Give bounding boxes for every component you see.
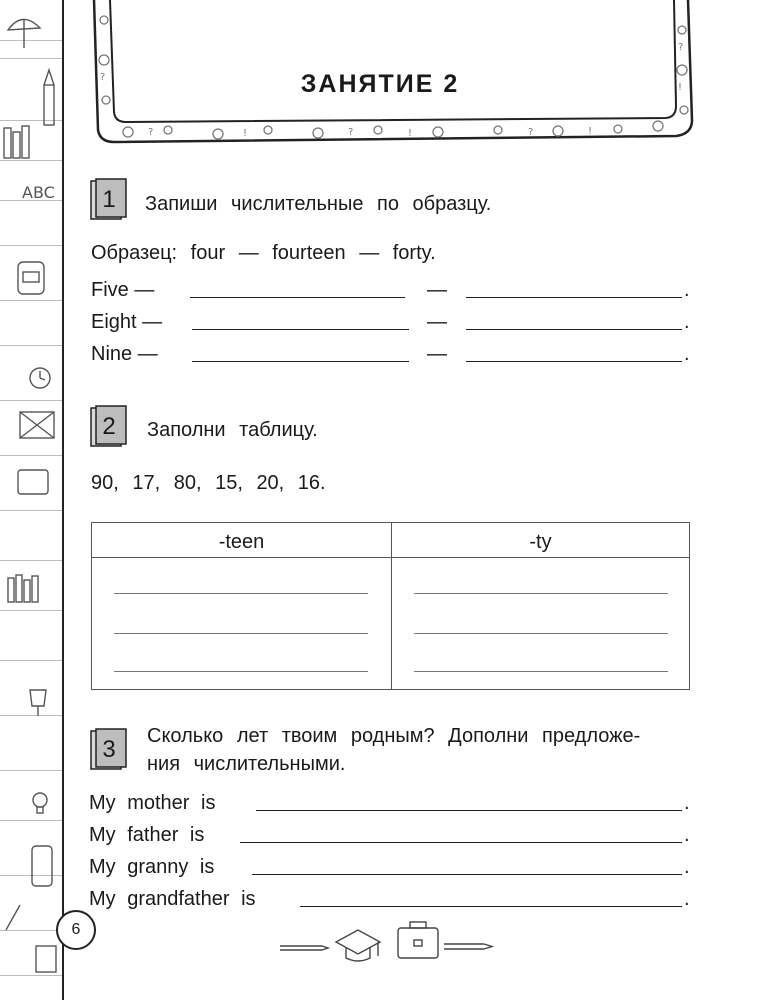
table-answer-line[interactable] — [114, 593, 368, 594]
task-number: 2 — [102, 413, 116, 440]
answer-blank[interactable] — [240, 842, 682, 843]
answer-blank[interactable] — [466, 361, 682, 362]
task3-row-label: My mother is — [89, 792, 216, 814]
task3-row-label: My granny is — [89, 856, 215, 878]
task-number-badge — [90, 405, 128, 447]
row-end: . — [684, 343, 690, 365]
answer-blank[interactable] — [192, 361, 409, 362]
task1-instruction: Запиши числительные по образцу. — [145, 193, 492, 215]
table-answer-line[interactable] — [414, 633, 668, 634]
task-number: 3 — [102, 736, 116, 763]
table-answer-line[interactable] — [114, 633, 368, 634]
task-number-badge — [90, 728, 128, 770]
answer-blank[interactable] — [192, 329, 409, 330]
row-end: . — [684, 279, 690, 301]
task2-instruction: Заполни таблицу. — [147, 419, 318, 441]
table-answer-line[interactable] — [414, 593, 668, 594]
task2-numbers: 90, 17, 80, 15, 20, 16. — [91, 472, 326, 494]
answer-blank[interactable] — [190, 297, 405, 298]
svg-text:?: ? — [348, 127, 354, 138]
task-number-badge — [90, 178, 128, 220]
svg-text:!: ! — [588, 126, 593, 137]
row-end: . — [684, 856, 690, 878]
svg-text:?: ? — [528, 127, 534, 138]
answer-blank[interactable] — [466, 297, 682, 298]
page-margin-border — [62, 0, 64, 1000]
row-end: . — [684, 311, 690, 333]
row-end: . — [684, 824, 690, 846]
task1-row-label: Five — — [91, 279, 155, 301]
page-number: 6 — [56, 910, 96, 950]
footer-doodles-icon — [278, 918, 498, 968]
task3-row-label: My father is — [89, 824, 205, 846]
svg-text:?: ? — [678, 42, 684, 53]
task-number: 1 — [102, 186, 116, 213]
task3-row-label: My grandfather is — [89, 888, 256, 910]
row-end: . — [684, 888, 690, 910]
answer-blank[interactable] — [256, 810, 682, 811]
row-dash: — — [427, 279, 447, 301]
lesson-title: ЗАНЯТИЕ 2 — [300, 70, 460, 98]
row-end: . — [684, 792, 690, 814]
answer-blank[interactable] — [300, 906, 682, 907]
row-dash: — — [427, 343, 447, 365]
table-header-ty: -ty — [529, 531, 552, 553]
answer-blank[interactable] — [466, 329, 682, 330]
task3-instruction-line1: Сколько лет твоим родным? Дополни предложе- — [147, 725, 641, 747]
table-answer-line[interactable] — [114, 671, 368, 672]
task1-row-label: Nine — — [91, 343, 158, 365]
answer-blank[interactable] — [252, 874, 682, 875]
doodles-icon — [0, 0, 62, 1000]
svg-text:!: ! — [408, 128, 413, 139]
table-answer-line[interactable] — [414, 671, 668, 672]
table-header-teen: -teen — [218, 531, 265, 553]
svg-text:!: ! — [678, 82, 683, 93]
svg-text:ABC: ABC — [22, 183, 55, 202]
side-doodle-strip — [0, 0, 64, 1000]
svg-text:!: ! — [243, 128, 248, 139]
task3-instruction-line2: ния числительными. — [147, 753, 346, 775]
svg-text:?: ? — [148, 127, 154, 138]
task1-row-label: Eight — — [91, 311, 163, 333]
sorting-table — [91, 522, 690, 690]
row-dash: — — [427, 311, 447, 333]
svg-text:?: ? — [100, 72, 106, 83]
task1-example: Образец: four — fourteen — forty. — [91, 242, 436, 264]
